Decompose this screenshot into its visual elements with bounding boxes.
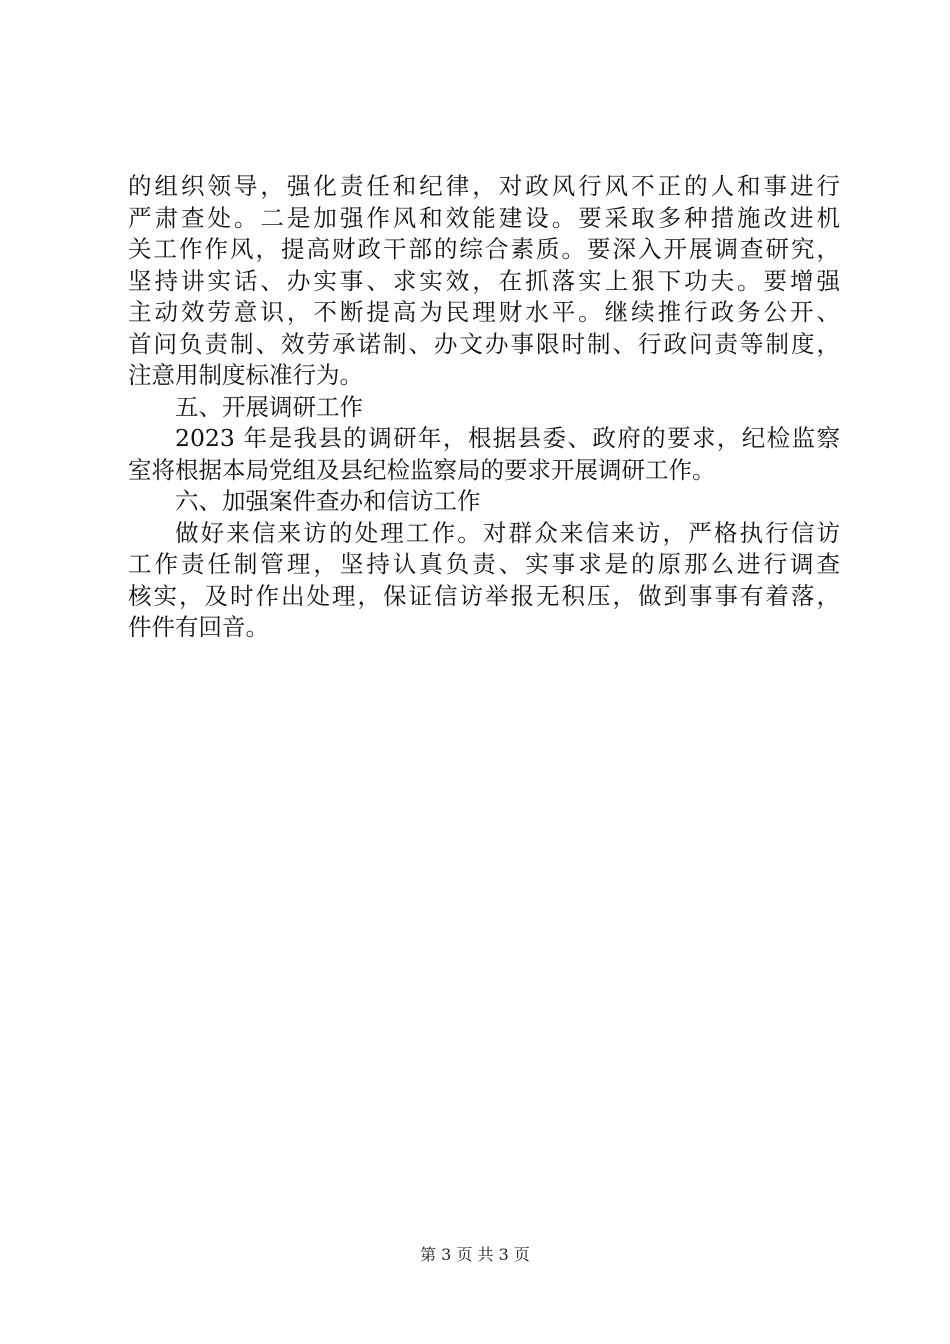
section-heading-6 [128, 486, 840, 518]
page-number-label: 第 3 页 共 3 页 [420, 1245, 530, 1264]
text-line: 2023 年是我县的调研年，根据县委、政府的要求，纪检监察 [175, 424, 840, 452]
heading-text: 六、加强案件查办和信访工作 [175, 487, 481, 515]
text-line: 注意用制度标准行为。 [128, 361, 363, 389]
paragraph-p1 [128, 171, 840, 392]
document-body [128, 171, 840, 644]
text-line: 关工作作风，提高财政干部的综合素质。要深入开展调查研究， [128, 235, 840, 263]
text-line: 做好来信来访的处理工作。对群众来信来访，严格执行信访 [175, 518, 840, 547]
text-line: 首问负责制、效劳承诺制、办文办事限时制、行政问责等制度， [128, 329, 840, 358]
text-line: 严肃查处。二是加强作风和效能建设。要采取多种措施改进机 [128, 203, 840, 232]
section-heading-5 [128, 392, 840, 424]
page-footer [0, 1242, 950, 1265]
text-line: 坚持讲实话、办实事、求实效，在抓落实上狠下功夫。要增强 [128, 266, 840, 295]
text-line: 件件有回音。 [128, 613, 269, 641]
text-line: 的组织领导，强化责任和纪律，对政风行风不正的人和事进行 [128, 172, 840, 200]
paragraph-p3 [128, 518, 840, 644]
paragraph-p2 [128, 423, 840, 486]
text-line: 核实，及时作出处理，保证信访举报无积压，做到事事有着落， [128, 581, 840, 610]
text-line: 工作责任制管理，坚持认真负责、实事求是的原那么进行调查 [128, 550, 840, 578]
text-line: 室将根据本局党组及县纪检监察局的要求开展调研工作。 [128, 455, 716, 484]
text-line: 主动效劳意识，不断提高为民理财水平。继续推行政务公开、 [128, 298, 840, 326]
heading-text: 五、开展调研工作 [175, 392, 363, 421]
